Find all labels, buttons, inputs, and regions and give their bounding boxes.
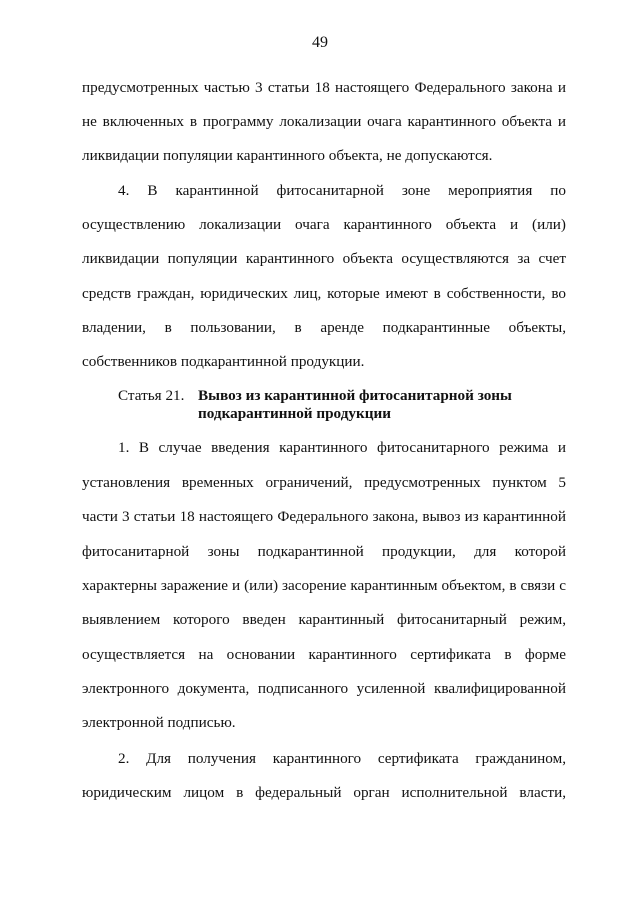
- text-line: не включенных в программу локализации очага карантинного объекта и: [82, 113, 566, 130]
- article-title-line: подкарантинной продукции: [198, 405, 391, 422]
- page-number: 49: [312, 34, 328, 51]
- text-line: электронного документа, подписанного усиленной квалифицированной: [82, 680, 566, 697]
- text-line: владении, в пользовании, в аренде подкарантинные объекты,: [82, 319, 566, 336]
- text-line: характерны заражение и (или) засорение карантинным объектом, в связи с: [82, 577, 566, 594]
- text-line: собственников подкарантинной продукции.: [82, 353, 365, 370]
- article-label: Статья 21.: [118, 387, 185, 404]
- text-line: электронной подписью.: [82, 714, 236, 731]
- text-line: юридическим лицом в федеральный орган исполнительной власти,: [82, 784, 566, 801]
- text-line: ликвидации популяции карантинного объекта осуществляются за счет: [82, 250, 566, 267]
- text-line: ликвидации популяции карантинного объекта, не допускаются.: [82, 147, 493, 164]
- text-line: установления временных ограничений, предусмотренных пунктом 5: [82, 474, 566, 491]
- text-line: 2. Для получения карантинного сертификата гражданином,: [118, 750, 566, 767]
- text-line: средств граждан, юридических лиц, которые имеют в собственности, во: [82, 285, 566, 302]
- article-title-line: Вывоз из карантинной фитосанитарной зоны: [198, 387, 512, 404]
- text-line: части 3 статьи 18 настоящего Федерального закона, вывоз из карантинной: [82, 508, 566, 525]
- text-line: 4. В карантинной фитосанитарной зоне мероприятия по: [118, 182, 566, 199]
- text-line: выявлением которого введен карантинный фитосанитарный режим,: [82, 611, 566, 628]
- text-line: фитосанитарной зоны подкарантинной продукции, для которой: [82, 543, 566, 560]
- text-line: 1. В случае введения карантинного фитосанитарного режима и: [118, 439, 566, 456]
- text-line: предусмотренных частью 3 статьи 18 настоящего Федерального закона и: [82, 79, 566, 96]
- text-line: осуществлению локализации очага карантинного объекта и (или): [82, 216, 566, 233]
- text-line: осуществляется на основании карантинного сертификата в форме: [82, 646, 566, 663]
